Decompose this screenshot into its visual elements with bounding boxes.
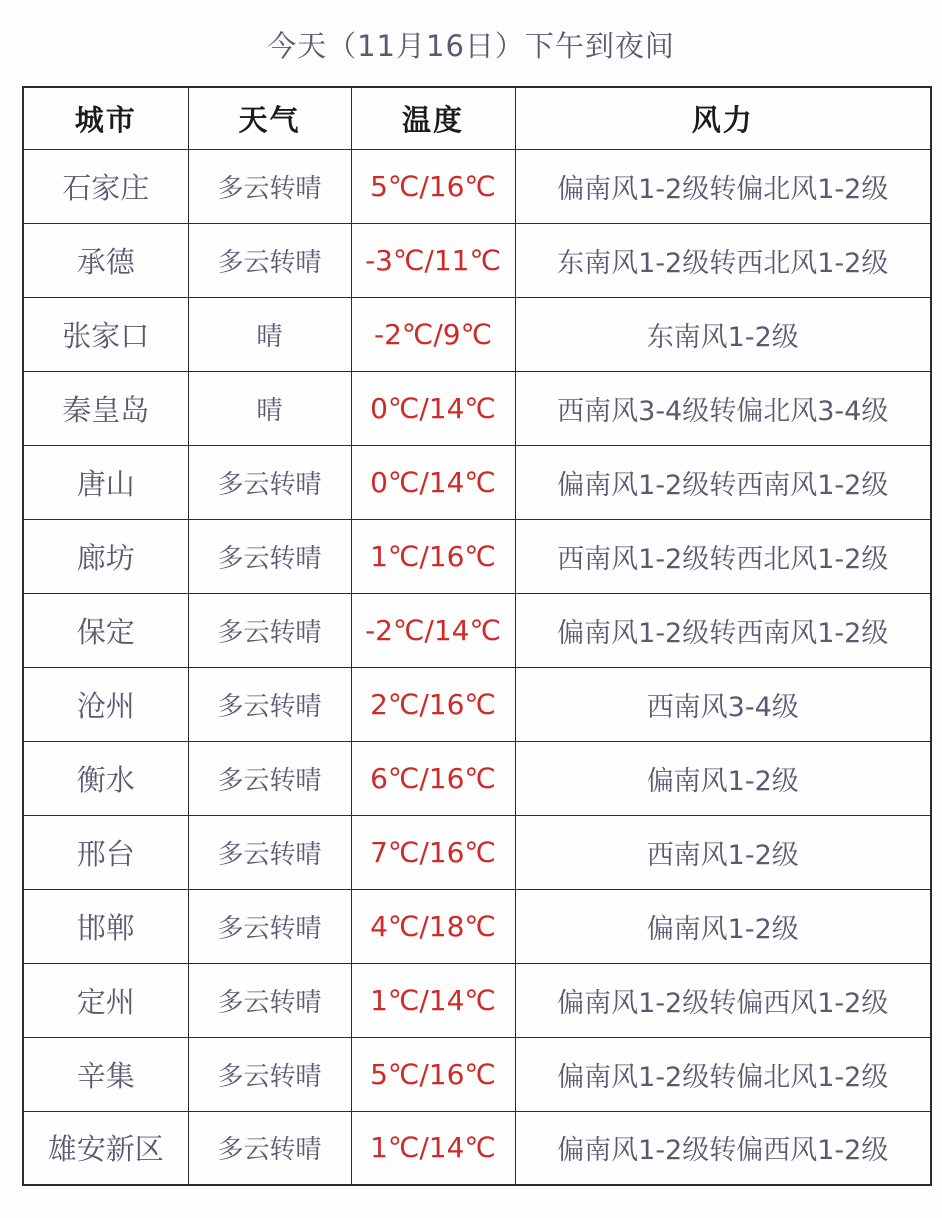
city-cell: 石家庄 bbox=[23, 149, 188, 223]
wind-cell: 偏南风1-2级转偏北风1-2级 bbox=[515, 1037, 931, 1111]
temperature-cell: 1℃/14℃ bbox=[351, 963, 515, 1037]
weather-cell: 多云转晴 bbox=[188, 667, 351, 741]
city-cell: 衡水 bbox=[23, 741, 188, 815]
page-title: 今天（11月16日）下午到夜间 bbox=[267, 29, 675, 63]
table-row bbox=[23, 815, 931, 889]
city-cell: 保定 bbox=[23, 593, 188, 667]
temperature-cell: 1℃/16℃ bbox=[351, 519, 515, 593]
weather-cell: 晴 bbox=[188, 297, 351, 371]
temperature-cell: 1℃/14℃ bbox=[351, 1111, 515, 1185]
weather-cell: 多云转晴 bbox=[188, 889, 351, 963]
wind-cell: 偏南风1-2级转西南风1-2级 bbox=[515, 593, 931, 667]
city-cell: 廊坊 bbox=[23, 519, 188, 593]
temperature-cell: 2℃/16℃ bbox=[351, 667, 515, 741]
table-row bbox=[23, 741, 931, 815]
weather-cell: 多云转晴 bbox=[188, 1111, 351, 1185]
table-row bbox=[23, 1037, 931, 1111]
weather-cell: 多云转晴 bbox=[188, 519, 351, 593]
table-header bbox=[23, 87, 931, 149]
wind-cell: 偏南风1-2级 bbox=[515, 889, 931, 963]
wind-cell: 偏南风1-2级转偏西风1-2级 bbox=[515, 963, 931, 1037]
temperature-cell: 5℃/16℃ bbox=[351, 149, 515, 223]
temperature-cell: 7℃/16℃ bbox=[351, 815, 515, 889]
temperature-cell: -2℃/9℃ bbox=[351, 297, 515, 371]
table-row bbox=[23, 667, 931, 741]
table-row bbox=[23, 371, 931, 445]
header-city: 城市 bbox=[23, 87, 188, 149]
weather-cell: 多云转晴 bbox=[188, 223, 351, 297]
city-cell: 沧州 bbox=[23, 667, 188, 741]
city-cell: 承德 bbox=[23, 223, 188, 297]
table-row bbox=[23, 963, 931, 1037]
temperature-cell: 0℃/14℃ bbox=[351, 445, 515, 519]
city-cell: 定州 bbox=[23, 963, 188, 1037]
wind-cell: 东南风1-2级 bbox=[515, 297, 931, 371]
city-cell: 唐山 bbox=[23, 445, 188, 519]
table-row bbox=[23, 889, 931, 963]
city-cell: 邢台 bbox=[23, 815, 188, 889]
table-row bbox=[23, 593, 931, 667]
weather-cell: 多云转晴 bbox=[188, 815, 351, 889]
table-row bbox=[23, 445, 931, 519]
wind-cell: 西南风3-4级转偏北风3-4级 bbox=[515, 371, 931, 445]
weather-cell: 多云转晴 bbox=[188, 445, 351, 519]
wind-cell: 偏南风1-2级转西南风1-2级 bbox=[515, 445, 931, 519]
city-cell: 辛集 bbox=[23, 1037, 188, 1111]
wind-cell: 偏南风1-2级转偏北风1-2级 bbox=[515, 149, 931, 223]
wind-cell: 偏南风1-2级 bbox=[515, 741, 931, 815]
weather-cell: 多云转晴 bbox=[188, 593, 351, 667]
weather-cell: 多云转晴 bbox=[188, 1037, 351, 1111]
header-weather: 天气 bbox=[188, 87, 351, 149]
wind-cell: 西南风1-2级转西北风1-2级 bbox=[515, 519, 931, 593]
weather-cell: 多云转晴 bbox=[188, 963, 351, 1037]
city-cell: 张家口 bbox=[23, 297, 188, 371]
temperature-cell: 6℃/16℃ bbox=[351, 741, 515, 815]
city-cell: 邯郸 bbox=[23, 889, 188, 963]
wind-cell: 西南风3-4级 bbox=[515, 667, 931, 741]
table-row bbox=[23, 1111, 931, 1185]
header-wind: 风力 bbox=[515, 87, 931, 149]
weather-cell: 多云转晴 bbox=[188, 741, 351, 815]
header-row bbox=[23, 87, 931, 149]
temperature-cell: -3℃/11℃ bbox=[351, 223, 515, 297]
header-temperature: 温度 bbox=[351, 87, 515, 149]
weather-cell: 晴 bbox=[188, 371, 351, 445]
table-row bbox=[23, 297, 931, 371]
city-cell: 秦皇岛 bbox=[23, 371, 188, 445]
table-row bbox=[23, 223, 931, 297]
city-cell: 雄安新区 bbox=[23, 1111, 188, 1185]
table-body bbox=[23, 149, 931, 1185]
table-row bbox=[23, 519, 931, 593]
temperature-cell: 5℃/16℃ bbox=[351, 1037, 515, 1111]
temperature-cell: -2℃/14℃ bbox=[351, 593, 515, 667]
wind-cell: 偏南风1-2级转偏西风1-2级 bbox=[515, 1111, 931, 1185]
table-row bbox=[23, 149, 931, 223]
wind-cell: 西南风1-2级 bbox=[515, 815, 931, 889]
weather-cell: 多云转晴 bbox=[188, 149, 351, 223]
temperature-cell: 4℃/18℃ bbox=[351, 889, 515, 963]
temperature-cell: 0℃/14℃ bbox=[351, 371, 515, 445]
wind-cell: 东南风1-2级转西北风1-2级 bbox=[515, 223, 931, 297]
weather-table bbox=[22, 86, 932, 1186]
